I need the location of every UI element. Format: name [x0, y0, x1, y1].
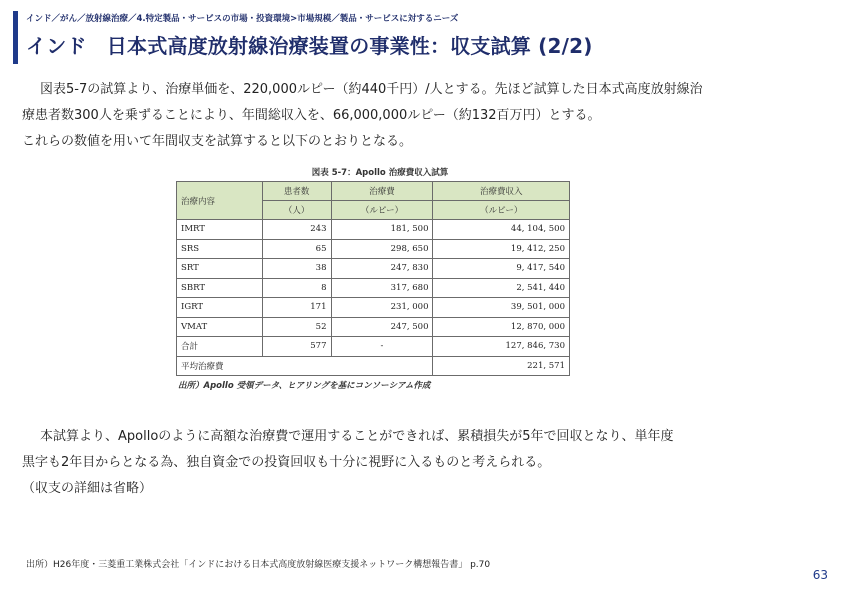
page-title: インド 日本式高度放射線治療装置の事業性：収支試算 (2/2) — [26, 34, 593, 58]
cell-name: IMRT — [177, 220, 263, 240]
cell-patients: 38 — [262, 259, 331, 279]
cell-fee: 298, 650 — [331, 239, 433, 259]
revenue-table — [176, 181, 570, 376]
cell-revenue: 44, 104, 500 — [433, 220, 570, 240]
intro-line-3: これらの数値を用いて年間収支を試算すると以下のとおりとなる。 — [22, 134, 413, 149]
intro-line-2: 療患者数300人を乗ずることにより、年間総収入を、66,000,000ルピー（約132百万円）とする。 — [22, 108, 601, 123]
cell-name: VMAT — [177, 317, 263, 337]
conclusion-line-3: （収支の詳細は省略） — [22, 481, 153, 496]
total-label: 合計 — [177, 337, 263, 357]
total-revenue: 127, 846, 730 — [433, 337, 570, 357]
cell-revenue: 9, 417, 540 — [433, 259, 570, 279]
table-caption: 図表 5-7：Apollo 治療費収入試算 — [311, 168, 449, 178]
conclusion-paragraph — [22, 424, 674, 502]
conclusion-line-2: 黒字も2年目からとなる為、独自資金での投資回収も十分に視野に入るものと考えられる。 — [22, 455, 551, 470]
header-patients-unit: （人） — [262, 201, 331, 220]
total-patients: 577 — [262, 337, 331, 357]
table-row — [177, 317, 570, 337]
average-label: 平均治療費 — [177, 356, 433, 376]
header-revenue-unit: （ルピー） — [433, 201, 570, 220]
cell-fee: 317, 680 — [331, 278, 433, 298]
cell-name: SBRT — [177, 278, 263, 298]
cell-fee: 247, 500 — [331, 317, 433, 337]
header-fee: 治療費 — [331, 182, 433, 201]
cell-revenue: 19, 412, 250 — [433, 239, 570, 259]
cell-patients: 171 — [262, 298, 331, 318]
table-source-note: 出所）Apollo 受領データ、ヒアリングを基にコンソーシアム作成 — [178, 381, 431, 391]
cell-patients: 243 — [262, 220, 331, 240]
table-row — [177, 278, 570, 298]
cell-fee: 247, 830 — [331, 259, 433, 279]
table-total-row — [177, 337, 570, 357]
table-row — [177, 259, 570, 279]
table-row — [177, 298, 570, 318]
intro-line-1: 図表5-7の試算より、治療単価を、220,000ルピー（約440千円）/人とする。先ほど試算した日本式高度放射線治 — [40, 82, 703, 97]
footer-source: 出所）H26年度・三菱重工業株式会社「インドにおける日本式高度放射線医療支援ネットワーク構想報告書」 p.70 — [26, 560, 491, 570]
table-row — [177, 220, 570, 240]
table-average-row — [177, 356, 570, 376]
table-header-row — [177, 182, 570, 201]
cell-patients: 52 — [262, 317, 331, 337]
cell-name: SRS — [177, 239, 263, 259]
cell-fee: 181, 500 — [331, 220, 433, 240]
cell-name: IGRT — [177, 298, 263, 318]
table-row — [177, 239, 570, 259]
average-value: 221, 571 — [433, 356, 570, 376]
cell-revenue: 2, 541, 440 — [433, 278, 570, 298]
conclusion-line-1: 本試算より、Apolloのように高額な治療費で運用することができれば、累積損失が5年で回収となり、単年度 — [40, 429, 674, 444]
cell-name: SRT — [177, 259, 263, 279]
cell-revenue: 39, 501, 000 — [433, 298, 570, 318]
breadcrumb: インド／がん／放射線治療／4.特定製品・サービスの市場・投資環境>市場規模／製品・サービスに対するニーズ — [26, 14, 459, 24]
cell-fee: 231, 000 — [331, 298, 433, 318]
revenue-table-figure — [176, 165, 574, 391]
header-treatment: 治療内容 — [177, 182, 263, 220]
intro-paragraph — [22, 77, 703, 155]
total-fee: - — [331, 337, 433, 357]
header-fee-unit: （ルピー） — [331, 201, 433, 220]
cell-patients: 65 — [262, 239, 331, 259]
title-accent-bar — [13, 11, 18, 64]
header-patients: 患者数 — [262, 182, 331, 201]
cell-patients: 8 — [262, 278, 331, 298]
cell-revenue: 12, 870, 000 — [433, 317, 570, 337]
page-number: 63 — [812, 568, 828, 582]
header-revenue: 治療費収入 — [433, 182, 570, 201]
